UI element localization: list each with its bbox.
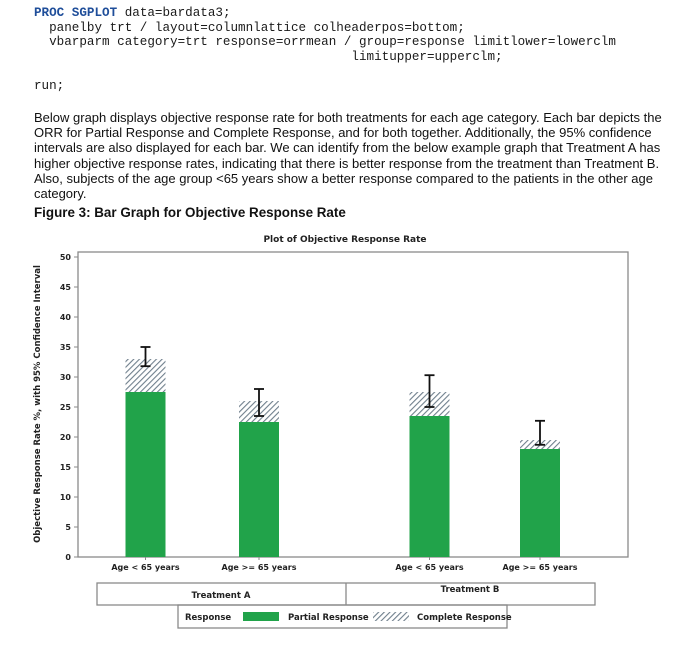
code-line-3: vbarparm category=trt response=orrmean / group=response limitlower=lowerclm (34, 35, 616, 49)
x-category-label: Age < 65 years (395, 563, 464, 572)
y-axis-label: Objective Response Rate %, with 95% Confidence Interval (33, 265, 43, 543)
legend-item-complete: Complete Response (417, 613, 512, 623)
y-tick-label: 5 (65, 523, 71, 532)
legend-title: Response (185, 613, 232, 623)
y-tick-label: 25 (59, 403, 71, 412)
y-tick-label: 15 (59, 463, 71, 472)
code-line-5: run; (34, 78, 65, 93)
y-tick-label: 40 (59, 313, 71, 322)
y-tick-label: 10 (59, 493, 71, 502)
description-paragraph: Below graph displays objective response rate for both treatments for each age category. Each bar depicts the ORR for Partial Response and Complete Response, and for both together. Additionally, the 95% confidence intervals are also displayed for each bar. We can identify from the below example graph that Treatment A has higher objective response rates, indicating that there is better response from the treatment than Treatment B. Also, subjects of the age group <65 years show a better response compared to the patients in the other age category. (34, 110, 662, 202)
figure-caption: Figure 3: Bar Graph for Objective Response Rate (34, 205, 346, 220)
panel-label-treatment-a: Treatment A (191, 591, 251, 601)
code-line-2: panelby trt / layout=columnlattice colheaderpos=bottom; (34, 20, 465, 35)
legend-swatch-complete (373, 612, 409, 621)
x-category-label: Age >= 65 years (502, 563, 578, 572)
code-line-1: data=bardata3; (117, 6, 231, 20)
y-tick-label: 0 (65, 553, 71, 562)
code-keyword: PROC SGPLOT (34, 6, 118, 20)
legend-swatch-partial (243, 612, 279, 621)
bar-partial-response (126, 392, 166, 557)
chart-title: Plot of Objective Response Rate (263, 235, 427, 245)
code-line-4: limitupper=upperclm; (34, 49, 503, 64)
y-tick-label: 20 (59, 433, 71, 442)
x-category-label: Age < 65 years (111, 563, 180, 572)
legend-item-partial: Partial Response (288, 613, 369, 623)
y-tick-label: 35 (59, 343, 71, 352)
y-tick-label: 50 (59, 253, 71, 262)
bar-partial-response (239, 422, 279, 557)
bar-partial-response (520, 449, 560, 557)
y-tick-label: 30 (59, 373, 71, 382)
legend (178, 605, 512, 628)
y-tick-label: 45 (59, 283, 71, 292)
x-category-label: Age >= 65 years (221, 563, 297, 572)
panel-label-treatment-b: Treatment B (440, 585, 500, 595)
bar-partial-response (410, 416, 450, 557)
